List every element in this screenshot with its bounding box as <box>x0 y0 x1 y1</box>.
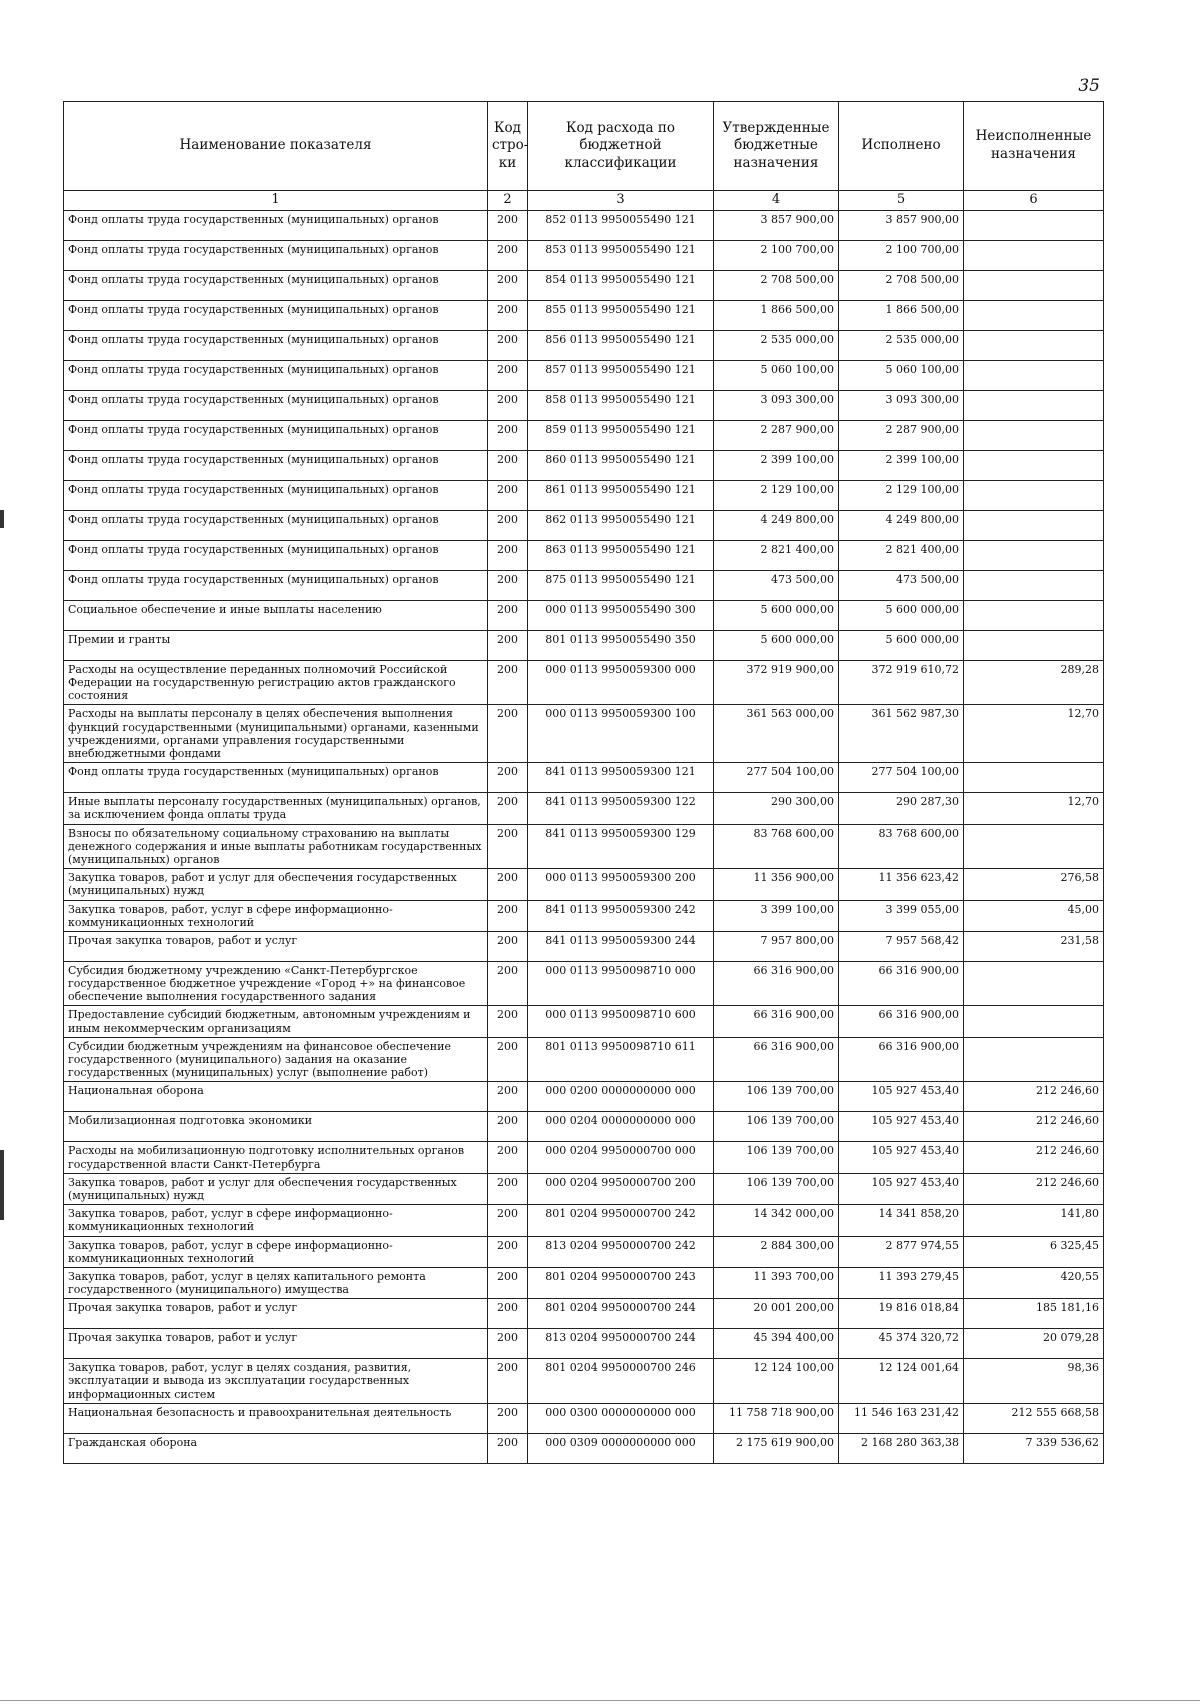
row-executed: 105 927 453,40 <box>839 1142 964 1173</box>
column-number: 6 <box>964 191 1104 211</box>
row-approved: 3 093 300,00 <box>714 390 839 420</box>
row-approved: 2 708 500,00 <box>714 270 839 300</box>
table-row <box>64 480 1104 510</box>
row-unexecuted <box>964 390 1104 420</box>
header-executed: Исполнено <box>839 102 964 191</box>
row-unexecuted: 289,28 <box>964 660 1104 705</box>
row-unexecuted: 212 246,60 <box>964 1173 1104 1204</box>
row-unexecuted <box>964 540 1104 570</box>
row-unexecuted <box>964 300 1104 330</box>
row-executed: 290 287,30 <box>839 793 964 824</box>
row-name: Социальное обеспечение и иные выплаты населению <box>64 600 488 630</box>
row-unexecuted: 231,58 <box>964 931 1104 961</box>
row-unexecuted <box>964 570 1104 600</box>
row-name: Национальная безопасность и правоохранительная деятельность <box>64 1403 488 1433</box>
row-approved: 106 139 700,00 <box>714 1142 839 1173</box>
table-row <box>64 450 1104 480</box>
row-approved: 372 919 900,00 <box>714 660 839 705</box>
row-budget-code: 853 0113 9950055490 121 <box>528 240 714 270</box>
table-row <box>64 705 1104 763</box>
row-unexecuted <box>964 824 1104 869</box>
row-name: Субсидия бюджетному учреждению «Санкт-Петербургское государственное бюджетное учреждение «Город +» на финансовое обеспечение выполнения государственного задания <box>64 961 488 1006</box>
row-budget-code: 000 0204 9950000700 200 <box>528 1173 714 1204</box>
row-budget-code: 801 0204 9950000700 244 <box>528 1299 714 1329</box>
table-row <box>64 1329 1104 1359</box>
header-approved: Утвержденные бюджетные назначения <box>714 102 839 191</box>
row-budget-code: 000 0113 9950055490 300 <box>528 600 714 630</box>
row-executed: 14 341 858,20 <box>839 1205 964 1236</box>
row-approved: 66 316 900,00 <box>714 1037 839 1082</box>
row-line-code: 200 <box>488 763 528 793</box>
row-name: Фонд оплаты труда государственных (муниципальных) органов <box>64 510 488 540</box>
row-name: Фонд оплаты труда государственных (муниципальных) органов <box>64 390 488 420</box>
row-approved: 106 139 700,00 <box>714 1112 839 1142</box>
row-line-code: 200 <box>488 869 528 900</box>
row-budget-code: 813 0204 9950000700 242 <box>528 1236 714 1267</box>
table-row <box>64 824 1104 869</box>
row-executed: 2 100 700,00 <box>839 240 964 270</box>
table-row <box>64 510 1104 540</box>
row-name: Фонд оплаты труда государственных (муниципальных) органов <box>64 300 488 330</box>
column-number: 1 <box>64 191 488 211</box>
row-name: Субсидии бюджетным учреждениям на финансовое обеспечение государственного (муниципального) задания на оказание государственных (муниципальных) услуг (выполнение работ) <box>64 1037 488 1082</box>
column-number: 3 <box>528 191 714 211</box>
row-line-code: 200 <box>488 450 528 480</box>
row-budget-code: 801 0204 9950000700 246 <box>528 1359 714 1404</box>
row-executed: 361 562 987,30 <box>839 705 964 763</box>
row-line-code: 200 <box>488 1037 528 1082</box>
row-name: Фонд оплаты труда государственных (муниципальных) органов <box>64 330 488 360</box>
row-name: Фонд оплаты труда государственных (муниципальных) органов <box>64 240 488 270</box>
row-unexecuted <box>964 1037 1104 1082</box>
row-unexecuted: 185 181,16 <box>964 1299 1104 1329</box>
row-line-code: 200 <box>488 1082 528 1112</box>
table-row <box>64 210 1104 240</box>
row-executed: 5 600 000,00 <box>839 600 964 630</box>
row-approved: 2 129 100,00 <box>714 480 839 510</box>
row-budget-code: 861 0113 9950055490 121 <box>528 480 714 510</box>
row-budget-code: 852 0113 9950055490 121 <box>528 210 714 240</box>
row-name: Закупка товаров, работ, услуг в целях создания, развития, эксплуатации и вывода из эксплуатации государственных информационных систем <box>64 1359 488 1404</box>
row-approved: 2 175 619 900,00 <box>714 1433 839 1463</box>
row-budget-code: 860 0113 9950055490 121 <box>528 450 714 480</box>
row-budget-code: 857 0113 9950055490 121 <box>528 360 714 390</box>
table-row <box>64 1082 1104 1112</box>
row-budget-code: 859 0113 9950055490 121 <box>528 420 714 450</box>
table-header-row <box>64 102 1104 191</box>
row-executed: 7 957 568,42 <box>839 931 964 961</box>
row-budget-code: 000 0200 0000000000 000 <box>528 1082 714 1112</box>
row-line-code: 200 <box>488 240 528 270</box>
row-approved: 14 342 000,00 <box>714 1205 839 1236</box>
table-row <box>64 763 1104 793</box>
row-unexecuted <box>964 270 1104 300</box>
row-budget-code: 801 0113 9950055490 350 <box>528 630 714 660</box>
row-line-code: 200 <box>488 360 528 390</box>
row-name: Фонд оплаты труда государственных (муниципальных) органов <box>64 570 488 600</box>
row-line-code: 200 <box>488 1173 528 1204</box>
row-approved: 2 399 100,00 <box>714 450 839 480</box>
row-line-code: 200 <box>488 1403 528 1433</box>
row-name: Фонд оплаты труда государственных (муниципальных) органов <box>64 540 488 570</box>
row-budget-code: 801 0113 9950098710 611 <box>528 1037 714 1082</box>
row-unexecuted: 12,70 <box>964 793 1104 824</box>
table-row <box>64 1142 1104 1173</box>
row-line-code: 200 <box>488 420 528 450</box>
row-line-code: 200 <box>488 630 528 660</box>
table-row <box>64 1006 1104 1037</box>
row-unexecuted <box>964 961 1104 1006</box>
row-name: Расходы на выплаты персоналу в целях обеспечения выполнения функций государственными (муниципальными) органами, казенными учреждениями, органами управления государственными внебюджетными фондами <box>64 705 488 763</box>
row-approved: 2 287 900,00 <box>714 420 839 450</box>
row-name: Закупка товаров, работ, услуг в сфере информационно-коммуникационных технологий <box>64 1236 488 1267</box>
row-line-code: 200 <box>488 210 528 240</box>
row-unexecuted: 276,58 <box>964 869 1104 900</box>
row-budget-code: 858 0113 9950055490 121 <box>528 390 714 420</box>
row-executed: 105 927 453,40 <box>839 1173 964 1204</box>
row-approved: 473 500,00 <box>714 570 839 600</box>
column-number: 5 <box>839 191 964 211</box>
row-budget-code: 000 0113 9950059300 000 <box>528 660 714 705</box>
row-executed: 2 535 000,00 <box>839 330 964 360</box>
row-name: Прочая закупка товаров, работ и услуг <box>64 1299 488 1329</box>
row-executed: 5 600 000,00 <box>839 630 964 660</box>
row-line-code: 200 <box>488 330 528 360</box>
row-executed: 45 374 320,72 <box>839 1329 964 1359</box>
table-row <box>64 420 1104 450</box>
row-name: Фонд оплаты труда государственных (муниципальных) органов <box>64 450 488 480</box>
row-approved: 7 957 800,00 <box>714 931 839 961</box>
row-line-code: 200 <box>488 660 528 705</box>
row-unexecuted <box>964 420 1104 450</box>
row-name: Расходы на мобилизационную подготовку исполнительных органов государственной власти Санкт-Петербурга <box>64 1142 488 1173</box>
row-approved: 5 600 000,00 <box>714 600 839 630</box>
row-line-code: 200 <box>488 390 528 420</box>
row-line-code: 200 <box>488 1205 528 1236</box>
table-row <box>64 1403 1104 1433</box>
row-line-code: 200 <box>488 1112 528 1142</box>
row-budget-code: 862 0113 9950055490 121 <box>528 510 714 540</box>
row-budget-code: 000 0113 9950059300 200 <box>528 869 714 900</box>
row-approved: 45 394 400,00 <box>714 1329 839 1359</box>
row-executed: 66 316 900,00 <box>839 1037 964 1082</box>
row-executed: 66 316 900,00 <box>839 1006 964 1037</box>
row-executed: 277 504 100,00 <box>839 763 964 793</box>
row-budget-code: 855 0113 9950055490 121 <box>528 300 714 330</box>
row-line-code: 200 <box>488 270 528 300</box>
row-approved: 3 857 900,00 <box>714 210 839 240</box>
row-approved: 11 356 900,00 <box>714 869 839 900</box>
table-row <box>64 869 1104 900</box>
row-budget-code: 841 0113 9950059300 121 <box>528 763 714 793</box>
row-name: Закупка товаров, работ, услуг в сфере информационно-коммуникационных технологий <box>64 900 488 931</box>
page-number: 35 <box>1078 76 1100 96</box>
row-approved: 4 249 800,00 <box>714 510 839 540</box>
table-row <box>64 570 1104 600</box>
row-approved: 1 866 500,00 <box>714 300 839 330</box>
row-name: Фонд оплаты труда государственных (муниципальных) органов <box>64 270 488 300</box>
row-executed: 1 866 500,00 <box>839 300 964 330</box>
row-name: Мобилизационная подготовка экономики <box>64 1112 488 1142</box>
table-row <box>64 360 1104 390</box>
column-number: 2 <box>488 191 528 211</box>
row-line-code: 200 <box>488 1236 528 1267</box>
row-approved: 290 300,00 <box>714 793 839 824</box>
table-row <box>64 390 1104 420</box>
row-line-code: 200 <box>488 1267 528 1298</box>
row-unexecuted: 12,70 <box>964 705 1104 763</box>
row-budget-code: 000 0300 0000000000 000 <box>528 1403 714 1433</box>
row-budget-code: 854 0113 9950055490 121 <box>528 270 714 300</box>
table-row <box>64 1173 1104 1204</box>
row-name: Прочая закупка товаров, работ и услуг <box>64 1329 488 1359</box>
row-line-code: 200 <box>488 600 528 630</box>
row-budget-code: 841 0113 9950059300 244 <box>528 931 714 961</box>
row-line-code: 200 <box>488 824 528 869</box>
row-name: Национальная оборона <box>64 1082 488 1112</box>
row-line-code: 200 <box>488 1142 528 1173</box>
row-name: Закупка товаров, работ и услуг для обеспечения государственных (муниципальных) нужд <box>64 869 488 900</box>
row-line-code: 200 <box>488 900 528 931</box>
row-unexecuted: 420,55 <box>964 1267 1104 1298</box>
table-row <box>64 330 1104 360</box>
row-line-code: 200 <box>488 931 528 961</box>
header-line-code: Код стро-ки <box>488 102 528 191</box>
row-name: Фонд оплаты труда государственных (муниципальных) органов <box>64 480 488 510</box>
row-name: Закупка товаров, работ и услуг для обеспечения государственных (муниципальных) нужд <box>64 1173 488 1204</box>
row-budget-code: 000 0204 9950000700 000 <box>528 1142 714 1173</box>
row-line-code: 200 <box>488 480 528 510</box>
table-row <box>64 660 1104 705</box>
row-unexecuted: 141,80 <box>964 1205 1104 1236</box>
row-budget-code: 813 0204 9950000700 244 <box>528 1329 714 1359</box>
row-budget-code: 000 0204 0000000000 000 <box>528 1112 714 1142</box>
row-unexecuted <box>964 210 1104 240</box>
table-row <box>64 540 1104 570</box>
row-unexecuted <box>964 450 1104 480</box>
row-unexecuted <box>964 1006 1104 1037</box>
row-budget-code: 875 0113 9950055490 121 <box>528 570 714 600</box>
table-row <box>64 793 1104 824</box>
row-name: Взносы по обязательному социальному страхованию на выплаты денежного содержания и иные выплаты работникам государственных (муниципальных) органов <box>64 824 488 869</box>
row-executed: 2 877 974,55 <box>839 1236 964 1267</box>
row-line-code: 200 <box>488 300 528 330</box>
row-line-code: 200 <box>488 1359 528 1404</box>
row-unexecuted <box>964 360 1104 390</box>
row-executed: 11 356 623,42 <box>839 869 964 900</box>
table-row <box>64 1205 1104 1236</box>
table-row <box>64 1037 1104 1082</box>
scan-edge-mark <box>0 1150 4 1220</box>
row-budget-code: 000 0113 9950059300 100 <box>528 705 714 763</box>
row-approved: 277 504 100,00 <box>714 763 839 793</box>
row-unexecuted <box>964 480 1104 510</box>
row-approved: 20 001 200,00 <box>714 1299 839 1329</box>
table-row <box>64 900 1104 931</box>
table-row <box>64 931 1104 961</box>
row-budget-code: 000 0113 9950098710 600 <box>528 1006 714 1037</box>
header-name: Наименование показателя <box>64 102 488 191</box>
row-line-code: 200 <box>488 705 528 763</box>
row-unexecuted: 20 079,28 <box>964 1329 1104 1359</box>
row-name: Закупка товаров, работ, услуг в сфере информационно-коммуникационных технологий <box>64 1205 488 1236</box>
row-approved: 2 884 300,00 <box>714 1236 839 1267</box>
row-unexecuted: 212 246,60 <box>964 1082 1104 1112</box>
row-budget-code: 801 0204 9950000700 243 <box>528 1267 714 1298</box>
table-row <box>64 600 1104 630</box>
row-executed: 105 927 453,40 <box>839 1112 964 1142</box>
row-approved: 106 139 700,00 <box>714 1173 839 1204</box>
row-unexecuted: 212 246,60 <box>964 1112 1104 1142</box>
row-approved: 11 393 700,00 <box>714 1267 839 1298</box>
row-unexecuted <box>964 763 1104 793</box>
row-executed: 19 816 018,84 <box>839 1299 964 1329</box>
row-line-code: 200 <box>488 1329 528 1359</box>
row-name: Фонд оплаты труда государственных (муниципальных) органов <box>64 360 488 390</box>
row-name: Фонд оплаты труда государственных (муниципальных) органов <box>64 210 488 240</box>
row-budget-code: 856 0113 9950055490 121 <box>528 330 714 360</box>
row-executed: 2 399 100,00 <box>839 450 964 480</box>
row-approved: 3 399 100,00 <box>714 900 839 931</box>
row-name: Расходы на осуществление переданных полномочий Российской Федерации на государственную регистрацию актов гражданского состояния <box>64 660 488 705</box>
table-row <box>64 1267 1104 1298</box>
row-name: Закупка товаров, работ, услуг в целях капитального ремонта государственного (муниципального) имущества <box>64 1267 488 1298</box>
row-name: Фонд оплаты труда государственных (муниципальных) органов <box>64 763 488 793</box>
header-budget-code: Код расхода по бюджетной классификации <box>528 102 714 191</box>
row-budget-code: 863 0113 9950055490 121 <box>528 540 714 570</box>
row-unexecuted: 212 246,60 <box>964 1142 1104 1173</box>
row-approved: 5 600 000,00 <box>714 630 839 660</box>
row-executed: 2 168 280 363,38 <box>839 1433 964 1463</box>
table-row <box>64 1112 1104 1142</box>
row-executed: 5 060 100,00 <box>839 360 964 390</box>
row-line-code: 200 <box>488 510 528 540</box>
row-unexecuted <box>964 600 1104 630</box>
row-line-code: 200 <box>488 540 528 570</box>
row-budget-code: 000 0113 9950098710 000 <box>528 961 714 1006</box>
row-budget-code: 000 0309 0000000000 000 <box>528 1433 714 1463</box>
row-approved: 12 124 100,00 <box>714 1359 839 1404</box>
table-row <box>64 1236 1104 1267</box>
row-executed: 12 124 001,64 <box>839 1359 964 1404</box>
row-budget-code: 841 0113 9950059300 129 <box>528 824 714 869</box>
row-unexecuted <box>964 510 1104 540</box>
row-approved: 66 316 900,00 <box>714 961 839 1006</box>
row-line-code: 200 <box>488 1299 528 1329</box>
row-unexecuted <box>964 630 1104 660</box>
scan-edge-mark <box>0 510 4 528</box>
row-name: Иные выплаты персоналу государственных (муниципальных) органов, за исключением фонда оплаты труда <box>64 793 488 824</box>
row-executed: 2 708 500,00 <box>839 270 964 300</box>
row-approved: 106 139 700,00 <box>714 1082 839 1112</box>
row-line-code: 200 <box>488 793 528 824</box>
row-executed: 66 316 900,00 <box>839 961 964 1006</box>
scan-bottom-line <box>0 1700 1200 1701</box>
row-budget-code: 841 0113 9950059300 242 <box>528 900 714 931</box>
row-line-code: 200 <box>488 570 528 600</box>
column-number-row <box>64 191 1104 211</box>
row-executed: 11 393 279,45 <box>839 1267 964 1298</box>
table-row <box>64 1299 1104 1329</box>
table-row <box>64 300 1104 330</box>
table-row <box>64 1359 1104 1404</box>
column-number: 4 <box>714 191 839 211</box>
table-row <box>64 1433 1104 1463</box>
row-unexecuted <box>964 330 1104 360</box>
row-approved: 83 768 600,00 <box>714 824 839 869</box>
row-executed: 105 927 453,40 <box>839 1082 964 1112</box>
row-executed: 3 093 300,00 <box>839 390 964 420</box>
row-line-code: 200 <box>488 961 528 1006</box>
row-executed: 3 399 055,00 <box>839 900 964 931</box>
row-approved: 2 535 000,00 <box>714 330 839 360</box>
row-executed: 3 857 900,00 <box>839 210 964 240</box>
row-budget-code: 841 0113 9950059300 122 <box>528 793 714 824</box>
table-row <box>64 630 1104 660</box>
row-executed: 2 821 400,00 <box>839 540 964 570</box>
row-executed: 473 500,00 <box>839 570 964 600</box>
row-approved: 66 316 900,00 <box>714 1006 839 1037</box>
row-approved: 5 060 100,00 <box>714 360 839 390</box>
row-name: Фонд оплаты труда государственных (муниципальных) органов <box>64 420 488 450</box>
row-budget-code: 801 0204 9950000700 242 <box>528 1205 714 1236</box>
row-executed: 11 546 163 231,42 <box>839 1403 964 1433</box>
row-name: Премии и гранты <box>64 630 488 660</box>
row-name: Прочая закупка товаров, работ и услуг <box>64 931 488 961</box>
row-unexecuted: 7 339 536,62 <box>964 1433 1104 1463</box>
table-row <box>64 961 1104 1006</box>
table-body <box>64 210 1104 1463</box>
row-executed: 2 287 900,00 <box>839 420 964 450</box>
row-name: Предоставление субсидий бюджетным, автономным учреждениям и иным некоммерческим организациям <box>64 1006 488 1037</box>
row-approved: 2 821 400,00 <box>714 540 839 570</box>
row-unexecuted: 6 325,45 <box>964 1236 1104 1267</box>
row-unexecuted: 212 555 668,58 <box>964 1403 1104 1433</box>
row-unexecuted: 45,00 <box>964 900 1104 931</box>
row-executed: 2 129 100,00 <box>839 480 964 510</box>
row-approved: 2 100 700,00 <box>714 240 839 270</box>
table-row <box>64 240 1104 270</box>
header-unexecuted: Неисполненные назначения <box>964 102 1104 191</box>
table-row <box>64 270 1104 300</box>
row-line-code: 200 <box>488 1433 528 1463</box>
row-approved: 11 758 718 900,00 <box>714 1403 839 1433</box>
row-unexecuted: 98,36 <box>964 1359 1104 1404</box>
row-executed: 83 768 600,00 <box>839 824 964 869</box>
row-executed: 4 249 800,00 <box>839 510 964 540</box>
row-name: Гражданская оборона <box>64 1433 488 1463</box>
row-approved: 361 563 000,00 <box>714 705 839 763</box>
budget-execution-table <box>63 101 1104 1464</box>
row-line-code: 200 <box>488 1006 528 1037</box>
row-unexecuted <box>964 240 1104 270</box>
row-executed: 372 919 610,72 <box>839 660 964 705</box>
